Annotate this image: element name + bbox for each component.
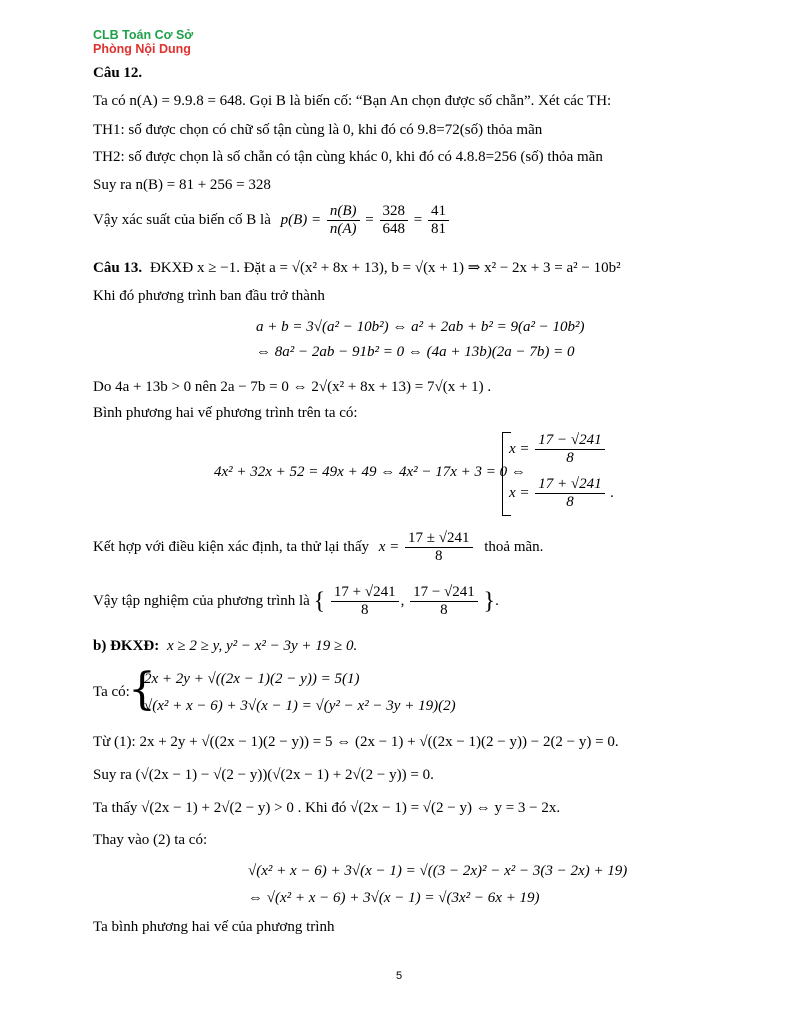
frac-328-648: $\frac{328}{648}$ [380,203,409,238]
qb-line2: Từ (1): 2x + 2y + √((2x − 1)(2 − y)) = 5 ⇔ (2x − 1) + √((2x − 1)(2 − y)) − 2(2 − y) = 0. [93,734,619,750]
q12-line5-text: Vậy xác suất của biến cố B là [93,211,271,228]
dept-name: Phòng Nội Dung [93,42,191,56]
q13-line2: Khi đó phương trình ban đầu trở thành [93,288,325,304]
qb-line6: Ta bình phương hai vế của phương trình [93,919,335,935]
pB-label: p(B) = [280,211,322,228]
frac-nB-nA: $\frac{n(B)}{n(A)}$ [327,203,360,238]
q12-line1: Ta có n(A) = 9.9.8 = 648. Gọi B là biến cố: “Bạn An chọn được số chẵn”. Xét các TH: [93,93,612,109]
club-name: CLB Toán Cơ Sở [93,28,194,42]
root1: x = $\frac{17 - √241}{8}$ [509,432,607,467]
qb-taco: Ta có: [93,684,130,700]
q13-eq2: ⇔ 8a² − 2ab − 91b² = 0 ⇔ (4a + 13b)(2a − 7b) = 0 [256,344,575,360]
q13-line1 [93,259,621,277]
q13-eq3: 4x² + 32x + 52 = 49x + 49 ⇔ 4x² − 17x + 3 = 0 ⇔ [214,464,526,480]
frac-41-81: $\frac{41}{81}$ [428,203,449,238]
q13-line6: Vậy tập nghiệm của phương trình là { $\frac{17 + √241}{8}$ , $\frac{17 - √241}{8}$ }. [93,584,499,618]
system-eq2: √(x² + x − 6) + 3√(x − 1) = √(y² − x² − 3y + 19)(2) [144,698,456,714]
q12-line4: Suy ra n(B) = 81 + 256 = 328 [93,177,271,193]
qb-line4: Ta thấy √(2x − 1) + 2√(2 − y) > 0 . Khi đó √(2x − 1) = √(2 − y) ⇔ y = 3 − 2x. [93,800,561,816]
q12-line3: TH2: số được chọn là số chẵn có tận cùng khác 0, khi đó có 4.8.8=256 (số) thỏa mãn [93,149,603,165]
q13-line3: Do 4a + 13b > 0 nên 2a − 7b = 0 ⇔ 2√(x² + 8x + 13) = 7√(x + 1) . [93,379,492,395]
q13-line5: Kết hợp với điều kiện xác định, ta thử lại thấy x = $\frac{17 \pm √241}{8}$ thoả mãn. [93,530,544,564]
root2: x = $\frac{17 + √241}{8}$ . [509,476,615,510]
q12-title: Câu 12. [93,65,143,81]
qb-eq5: ⇔ √(x² + x − 6) + 3√(x − 1) = √(3x² − 6x + 19) [248,890,540,906]
qb-condition: x ≥ 2 ≥ y, y² − x² − 3y + 19 ≥ 0. [167,638,358,654]
q12-probability: Vậy xác suất của biến cố B là p(B) = $\frac{n(B)}{n(A)}$ = $\frac{328}{648}$ = $\frac{41}{81}$ [93,203,451,238]
qb-eq4: √(x² + x − 6) + 3√(x − 1) = √((3 − 2x)² − x² − 3(3 − 2x) + 19) [248,863,628,879]
q13-eq1: a + b = 3√(a² − 10b²) ⇔ a² + 2ab + b² = 9(a² − 10b²) [256,319,585,335]
q13-title: Câu 13. [93,260,143,276]
q12-line2: TH1: số được chọn có chữ số tận cùng là 0, khi đó có 9.8=72(số) thỏa mãn [93,122,543,138]
system-brace: { [128,664,156,715]
qb-line1 [93,637,357,655]
qb-line3: Suy ra (√(2x − 1) − √(2 − y))(√(2x − 1) + 2√(2 − y)) = 0. [93,767,434,783]
page-number: 5 [396,970,403,982]
q13-condition: ĐKXĐ x ≥ −1. Đặt a = √(x² + 8x + 13), b = √(x + 1) ⇒ x² − 2x + 3 = a² − 10b² [149,260,621,276]
qb-line5: Thay vào (2) ta có: [93,832,208,848]
qb-title: b) ĐKXĐ: [93,638,160,654]
system-eq1: 2x + 2y + √((2x − 1)(2 − y)) = 5(1) [144,671,360,687]
q13-line4: Bình phương hai vế phương trình trên ta có: [93,405,358,421]
